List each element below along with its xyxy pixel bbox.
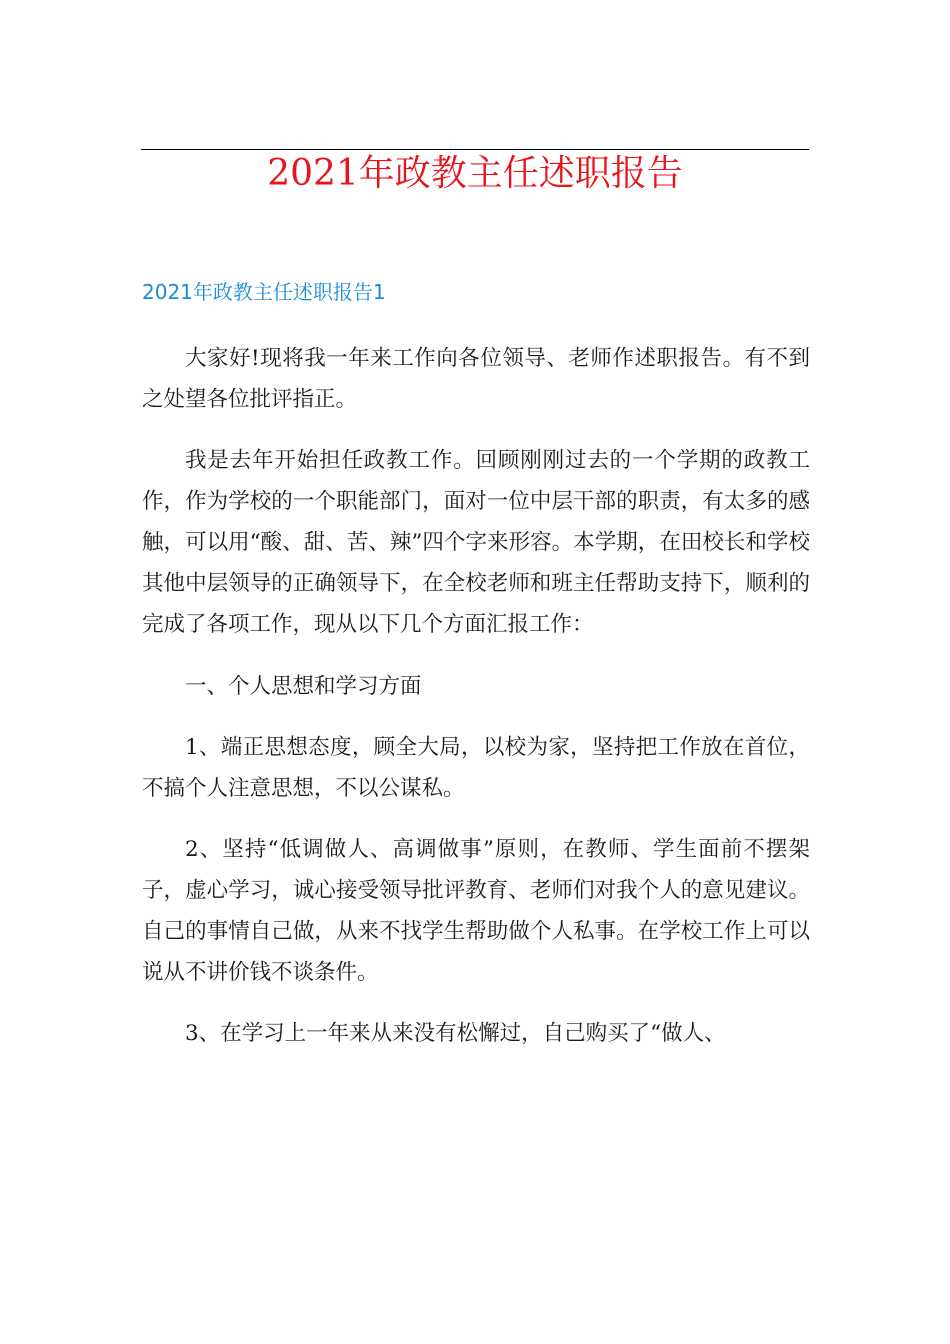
paragraph-item-3: 3、在学习上一年来从来没有松懈过，自己购买了“做人、 (185, 1021, 726, 1046)
paragraph-introduction: 我是去年开始担任政教工作。回顾刚刚过去的一个学期的政教工作，作为学校的一个职能部门，面对一位中层干部的职责，有太多的感触，可以用“酸、甜、苦、辣”四个字来形容。本学期，在田校长和学校其他中层领导的正确领导下，在全校老师和班主任帮助支持下，顺利的完成了各项工作，现从以下几个方面汇报工作： (142, 448, 810, 637)
paragraph-subheading: 一、个人思想和学习方面 (185, 674, 422, 699)
paragraph-item-2: 2、坚持“低调做人、高调做事”原则，在教师、学生面前不摆架子，虚心学习，诚心接受领导批评教育、老师们对我个人的意见建议。自己的事情自己做，从来不找学生帮助做个人私事。在学校工作上可以说从不讲价钱不谈条件。 (142, 837, 810, 985)
section-heading: 2021年政教主任述职报告1 (142, 280, 386, 304)
document-title: 2021年政教主任述职报告 (267, 153, 683, 194)
document-body (142, 338, 810, 1074)
paragraph-item-1: 1、端正思想态度，顾全大局，以校为家，坚持把工作放在首位，不搞个人注意思想，不以公谋私。 (142, 735, 810, 801)
paragraph-greeting: 大家好!现将我一年来工作向各位领导、老师作述职报告。有不到之处望各位批评指正。 (142, 346, 810, 412)
